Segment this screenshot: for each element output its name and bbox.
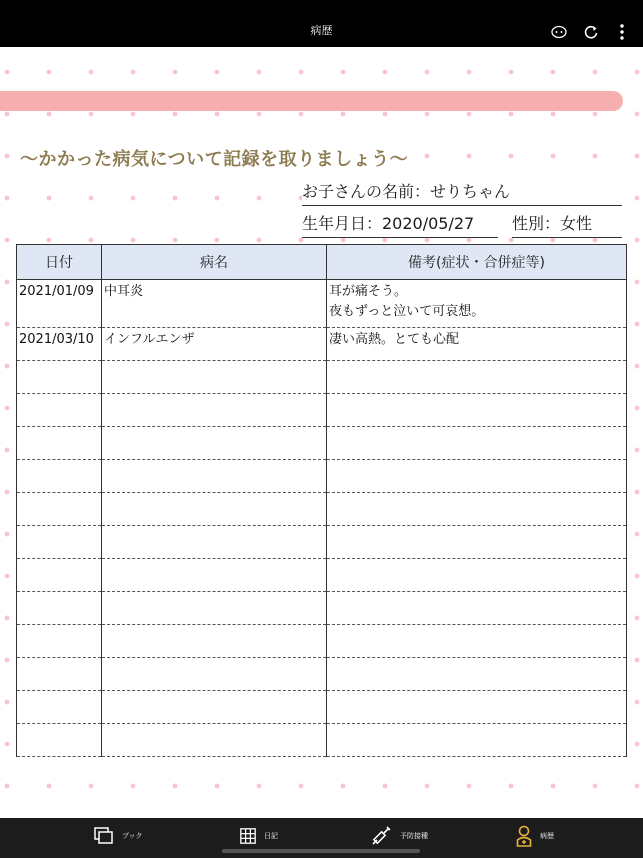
note-line: 夜もずっと泣いて可哀想。 <box>329 304 485 319</box>
cell-illness[interactable]: インフルエンザ <box>102 328 327 361</box>
cell-illness[interactable] <box>102 559 327 592</box>
cell-date[interactable] <box>17 658 102 691</box>
cell-notes[interactable] <box>327 394 627 427</box>
cell-date[interactable] <box>17 691 102 724</box>
tab-diary[interactable] <box>240 824 278 848</box>
screen-title: 病歴 <box>310 24 333 37</box>
cell-notes[interactable] <box>327 559 627 592</box>
table-row-empty[interactable] <box>17 394 627 427</box>
table-row-empty[interactable] <box>17 493 627 526</box>
table-row-empty[interactable] <box>17 724 627 757</box>
table-row-empty[interactable] <box>17 460 627 493</box>
table-row-empty[interactable] <box>17 526 627 559</box>
cell-notes[interactable] <box>327 427 627 460</box>
cell-notes[interactable] <box>327 724 627 757</box>
cell-date[interactable] <box>17 625 102 658</box>
column-header-notes: 備考(症状・合併症等) <box>327 245 627 280</box>
cell-date[interactable] <box>17 592 102 625</box>
cell-date[interactable]: 2021/01/09 <box>17 280 102 328</box>
table-row-empty[interactable] <box>17 592 627 625</box>
cell-date[interactable] <box>17 559 102 592</box>
top-bar <box>0 0 643 47</box>
more-vertical-icon[interactable] <box>612 22 632 42</box>
cell-notes[interactable] <box>327 460 627 493</box>
table-row-empty[interactable] <box>17 658 627 691</box>
cell-notes[interactable] <box>327 658 627 691</box>
cell-notes[interactable] <box>327 361 627 394</box>
cell-date[interactable] <box>17 526 102 559</box>
column-header-date: 日付 <box>17 245 102 280</box>
note-line: 耳が痛そう。 <box>329 284 408 299</box>
cell-notes[interactable] <box>327 526 627 559</box>
cell-notes[interactable] <box>327 328 627 361</box>
table-row-empty[interactable] <box>17 361 627 394</box>
tab-medical-history[interactable] <box>516 824 554 848</box>
cell-illness[interactable] <box>102 625 327 658</box>
cell-illness[interactable] <box>102 493 327 526</box>
cell-illness[interactable] <box>102 724 327 757</box>
column-header-illness: 病名 <box>102 245 327 280</box>
cell-illness[interactable] <box>102 394 327 427</box>
tab-book-label: ブック <box>122 832 143 840</box>
table-row-empty[interactable] <box>17 559 627 592</box>
sex-field[interactable]: 性別：女性 <box>512 211 622 238</box>
cell-illness[interactable] <box>102 526 327 559</box>
cell-illness[interactable] <box>102 361 327 394</box>
cell-illness[interactable] <box>102 691 327 724</box>
tab-diary-label: 日記 <box>264 832 278 840</box>
birth-date[interactable]: 生年月日：2020/05/27 <box>302 211 498 238</box>
home-indicator <box>222 849 420 853</box>
table-header-row <box>17 245 627 280</box>
cell-date[interactable] <box>17 427 102 460</box>
cell-notes[interactable] <box>327 691 627 724</box>
cell-date[interactable] <box>17 724 102 757</box>
tab-vaccination-label: 予防接種 <box>400 832 428 840</box>
table-row[interactable] <box>17 280 627 328</box>
refresh-icon[interactable] <box>581 22 601 42</box>
cell-illness[interactable] <box>102 460 327 493</box>
cell-illness[interactable] <box>102 592 327 625</box>
cell-illness[interactable] <box>102 427 327 460</box>
medical-history-page <box>0 47 643 818</box>
child-name[interactable]: お子さんの名前：せりちゃん <box>302 179 622 206</box>
decorative-pink-bar <box>0 91 623 111</box>
table-row[interactable] <box>17 328 627 361</box>
tab-vaccination[interactable] <box>370 824 428 848</box>
medical-history-table <box>16 244 627 757</box>
cell-notes[interactable] <box>327 592 627 625</box>
child-face-icon[interactable] <box>549 22 569 42</box>
cell-notes[interactable] <box>327 280 627 328</box>
cell-date[interactable] <box>17 493 102 526</box>
cell-notes[interactable] <box>327 493 627 526</box>
cell-date[interactable] <box>17 361 102 394</box>
tab-medical-history-label: 病歴 <box>540 832 554 840</box>
cell-illness[interactable] <box>102 658 327 691</box>
page-heading: 〜かかった病気について記録を取りましょう〜 <box>20 145 408 171</box>
note-line: 凄い高熱。とても心配 <box>329 332 460 347</box>
cell-date[interactable]: 2021/03/10 <box>17 328 102 361</box>
tab-book[interactable] <box>94 824 143 848</box>
cell-date[interactable] <box>17 394 102 427</box>
book-icon <box>94 827 114 845</box>
cell-illness[interactable]: 中耳炎 <box>102 280 327 328</box>
table-row-empty[interactable] <box>17 427 627 460</box>
cell-date[interactable] <box>17 460 102 493</box>
cell-notes[interactable] <box>327 625 627 658</box>
calendar-grid-icon <box>240 828 256 844</box>
table-row-empty[interactable] <box>17 691 627 724</box>
syringe-icon <box>370 825 392 847</box>
medical-history-icon <box>516 825 532 847</box>
table-row-empty[interactable] <box>17 625 627 658</box>
